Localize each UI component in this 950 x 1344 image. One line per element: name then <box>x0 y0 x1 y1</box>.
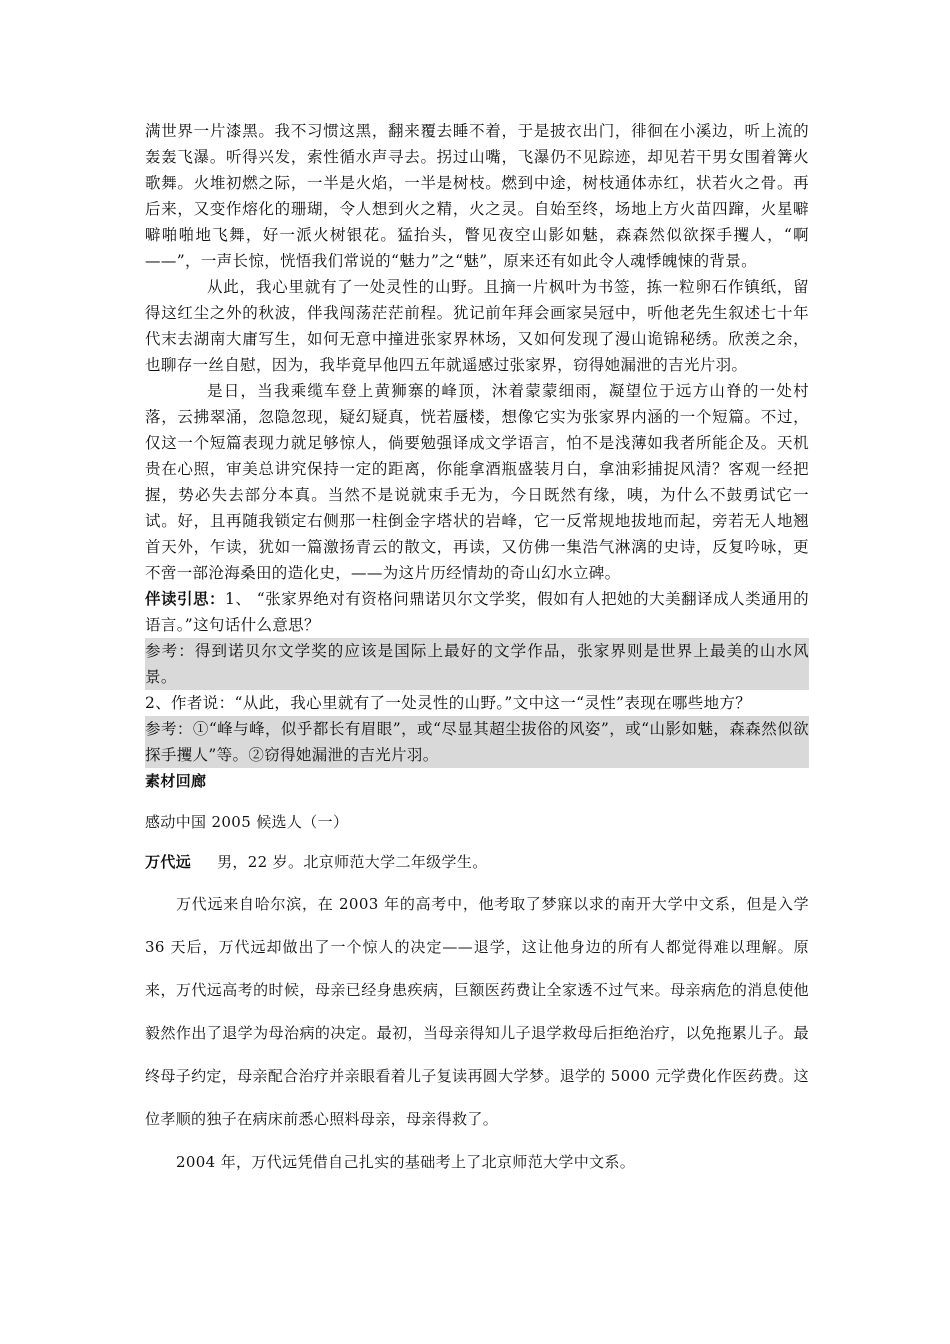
material-paragraph-1: 万代远来自哈尔滨，在 2003 年的高考中，他考取了梦寐以求的南开大学中文系，但是入学 36 天后，万代远却做出了一个惊人的决定——退学，这让他身边的所有人都觉得难以理解。原来，万代远高考的时候，母亲已经身患疾病，巨额医药费让全家透不过气来。母亲病危的消息使他毅然作出了退学为母治病的决定。最初，当母亲得知儿子退学救母后拒绝治疗，以免拖累儿子。最终母子约定，母亲配合治疗并亲眼看着儿子复读再圆大学梦。退学的 5000 元学费化作医药费。这位孝顺的独子在病床前悉心照料母亲，母亲得救了。 <box>145 895 809 1128</box>
reading-question-2: 2、作者说：“从此，我心里就有了一处灵性的山野。”文中这一“灵性”表现在哪些地方？ <box>145 694 752 712</box>
material-paragraph-2: 2004 年，万代远凭借自己扎实的基础考上了北京师范大学中文系。 <box>176 1153 636 1171</box>
material-title: 素材回廊 <box>145 772 207 790</box>
essay-paragraph-3: 是日，当我乘缆车登上黄狮寨的峰顶，沐着蒙蒙细雨，凝望位于远方山脊的一处村落，云拂翠涌，忽隐忽现，疑幻疑真，恍若蜃楼，想像它实为张家界内涵的一个短篇。不过，仅这一个短篇表现力就足够惊人，倘要勉强译成文学语言，怕不是浅薄如我者所能企及。天机贵在心照，审美总讲究保持一定的距离，你能拿酒瓶盛装月白，拿油彩捕捉风清？客观一经把握，势必失去部分本真。当然不是说就束手无为，今日既然有缘，咦，为什么不鼓勇试它一试。好，且再随我锁定右侧那一柱倒金字塔状的岩峰，它一反常规地拔地而起，旁若无人地翘首天外，乍读，犹如一篇激扬青云的散文，再读，又仿佛一集浩气淋漓的史诗，反复吟咏，更不啻一部沧海桑田的造化史，——为这片历经情劫的奇山幻水立碑。 <box>145 382 809 582</box>
material-person <box>145 849 809 875</box>
essay-paragraph-1: 满世界一片漆黑。我不习惯这黑，翻来覆去睡不着，于是披衣出门，徘徊在小溪边，听上流的轰轰飞瀑。听得兴发，索性循水声寻去。拐过山嘴，飞瀑仍不见踪迹，却见若干男女围着篝火歌舞。火堆初燃之际，一半是火焰，一半是树枝。燃到中途，树枝通体赤红，状若火之骨。再后来，又变作熔化的珊瑚，令人想到火之精，火之灵。自始至终，场地上方火苗四蹿，火星噼噼啪啪地飞舞，好一派火树银花。猛抬头，瞥见夜空山影如魅，森森然似欲探手攫人，“啊——”，一声长惊，恍悟我们常说的“魅力”之“魅”，原来还有如此令人魂悸魄悚的背景。 <box>145 122 809 270</box>
material-body <box>145 883 809 1141</box>
reading-question-1-text: 1、 “张家界绝对有资格问鼎诺贝尔文学奖，假如有人把她的大美翻译成人类通用的语言。”这句话什么意思？ <box>145 590 809 634</box>
reading-answer-2: 参考：①“峰与峰，似乎都长有眉眼”，或“尽显其超尘拔俗的风姿”，或“山影如魅，森森然似欲探手攫人”等。②窃得她漏泄的吉光片羽。 <box>145 716 809 768</box>
essay-paragraph-2: 从此，我心里就有了一处灵性的山野。且摘一片枫叶为书签，拣一粒卵石作镇纸，留得这红尘之外的秋波，伴我闯荡茫茫前程。犹记前年拜会画家吴冠中，听他老先生叙述七十年代末去湖南大庸写生，如何无意中撞进张家界林场，又如何发现了漫山诡锦秘绣。欣羡之余，也聊存一丝自慰，因为，我毕竟早他四五年就遥感过张家界，窃得她漏泄的吉光片羽。 <box>145 278 809 374</box>
reading-question-1 <box>145 586 809 638</box>
reading-answer-1: 参考：得到诺贝尔文学奖的应该是国际上最好的文学作品，张家界则是世界上最美的山水风景。 <box>145 638 809 690</box>
material-subtitle: 感动中国 2005 候选人（一） <box>145 813 349 831</box>
material-section <box>145 768 809 1184</box>
reading-label: 伴读引思： <box>145 590 225 608</box>
document-page <box>145 118 809 1184</box>
person-bio: 男，22 岁。北京师范大学二年级学生。 <box>217 853 488 871</box>
person-name: 万代远 <box>145 853 192 871</box>
